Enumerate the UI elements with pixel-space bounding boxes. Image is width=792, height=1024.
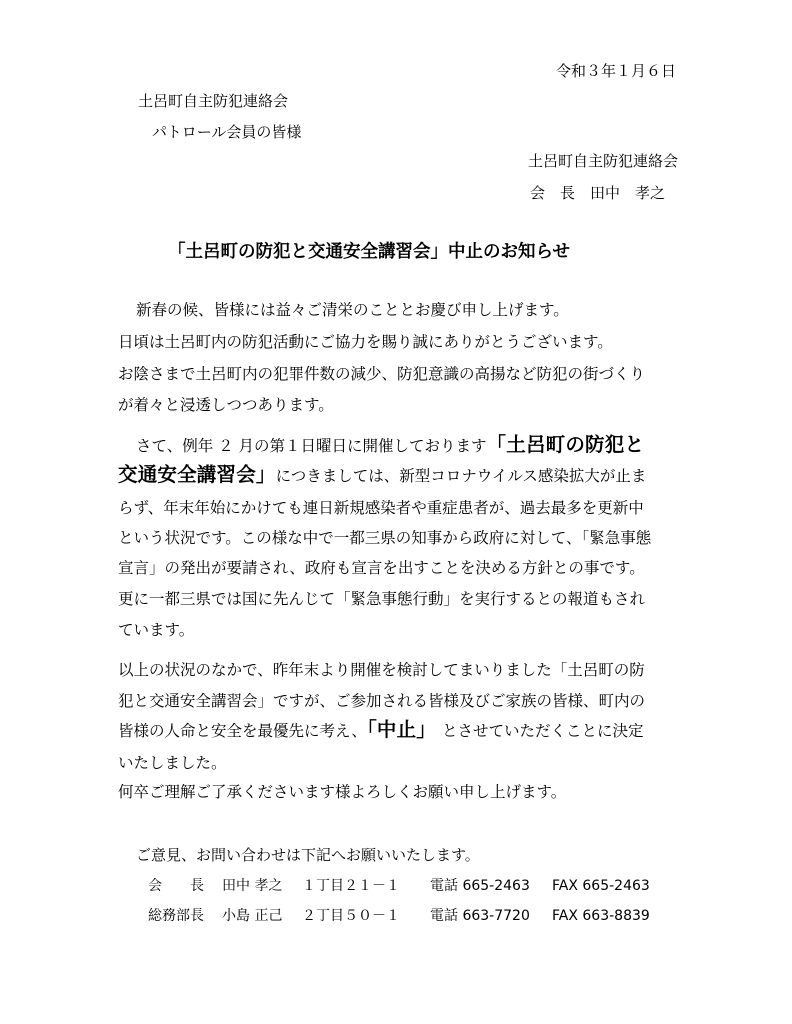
cancel-bold: 「中止」 (366, 718, 436, 741)
para1-line: が着々と浸透しつつあります。 (118, 396, 334, 414)
para2-line: ています。 (118, 621, 195, 639)
para1-line: お陰さまで土呂町内の犯罪件数の減少、防犯意識の高揚など防犯の街づくり (118, 365, 646, 383)
para2-line (118, 463, 646, 488)
para2-line1-text: さて、例年 ２ 月の第１日曜日に開催しております (136, 437, 487, 455)
document-title: 「土呂町の防犯と交通安全講習会」中止のお知らせ (168, 242, 570, 262)
event-name-bold: 「土呂町の防犯と (486, 433, 645, 456)
para3-line (118, 718, 644, 743)
para3-line: 何卒ご理解ご了承くださいます様よろしくお願い申し上げます。 (118, 783, 567, 801)
para2-line: という状況です。この様な中で一都三県の知事から政府に対して、「緊急事態 (118, 529, 652, 547)
sender-org: 土呂町自主防犯連絡会 (528, 152, 679, 170)
contact-role: 総務部長 (148, 908, 204, 924)
para3-line3-rest: とさせていただくことに決定 (442, 722, 644, 740)
para2-line: 宣言」の発出が要請され、政府も宣言を出すことを決める方針との事です。 (118, 559, 645, 577)
para3-line: いたしました。 (118, 754, 227, 772)
para3-line3-text: 皆様の人命と安全を最優先に考え、 (118, 722, 367, 740)
contact-intro: ご意見、お問い合わせは下記へお願いいたします。 (136, 846, 480, 864)
para3-line: 犯と交通安全講習会」ですが、ご参加される皆様及びご家族の皆様、町内の (118, 692, 646, 710)
para3-line: 以上の状況のなかで、昨年末より開催を検討してまいりました「土呂町の防 (118, 661, 645, 679)
contact-role: 会 長 (148, 878, 204, 894)
recipient-members: パトロール会員の皆様 (152, 123, 302, 141)
para2-line2-text: につきましては、新型コロナウイルス感染拡大が止ま (275, 467, 647, 485)
contact-name: 田中 孝之 (222, 878, 283, 894)
para2-line: らず、年末年始にかけても連日新規感染者や重症患者が、過去最多を更新中 (118, 499, 644, 517)
contact-phone: 電話 663-7720 (430, 908, 530, 924)
contact-fax: FAX 663-8839 (552, 908, 650, 924)
para1-line: 新春の候、皆様には益々ご清栄のこととお慶び申し上げます。 (136, 301, 569, 319)
contact-phone: 電話 665-2463 (430, 878, 530, 894)
sender-name: 会 長 田中 孝之 (530, 184, 666, 202)
letter-date: 令和３年１月６日 (556, 62, 677, 80)
para2-line: 更に一都三県では国に先んじて「緊急事態行動」を実行するとの報道もされ (118, 590, 646, 608)
para2-line (136, 433, 644, 458)
recipient-org: 土呂町自主防犯連絡会 (138, 92, 289, 110)
contact-address: １丁目２１－１ (302, 878, 400, 894)
contact-address: ２丁目５０－１ (302, 908, 400, 924)
contact-name: 小島 正己 (222, 908, 283, 924)
para1-line: 日頃は土呂町内の防犯活動にご協力を賜り誠にありがとうございます。 (118, 333, 613, 351)
contact-fax: FAX 665-2463 (552, 878, 650, 894)
event-name-bold: 交通安全講習会」 (118, 463, 276, 486)
